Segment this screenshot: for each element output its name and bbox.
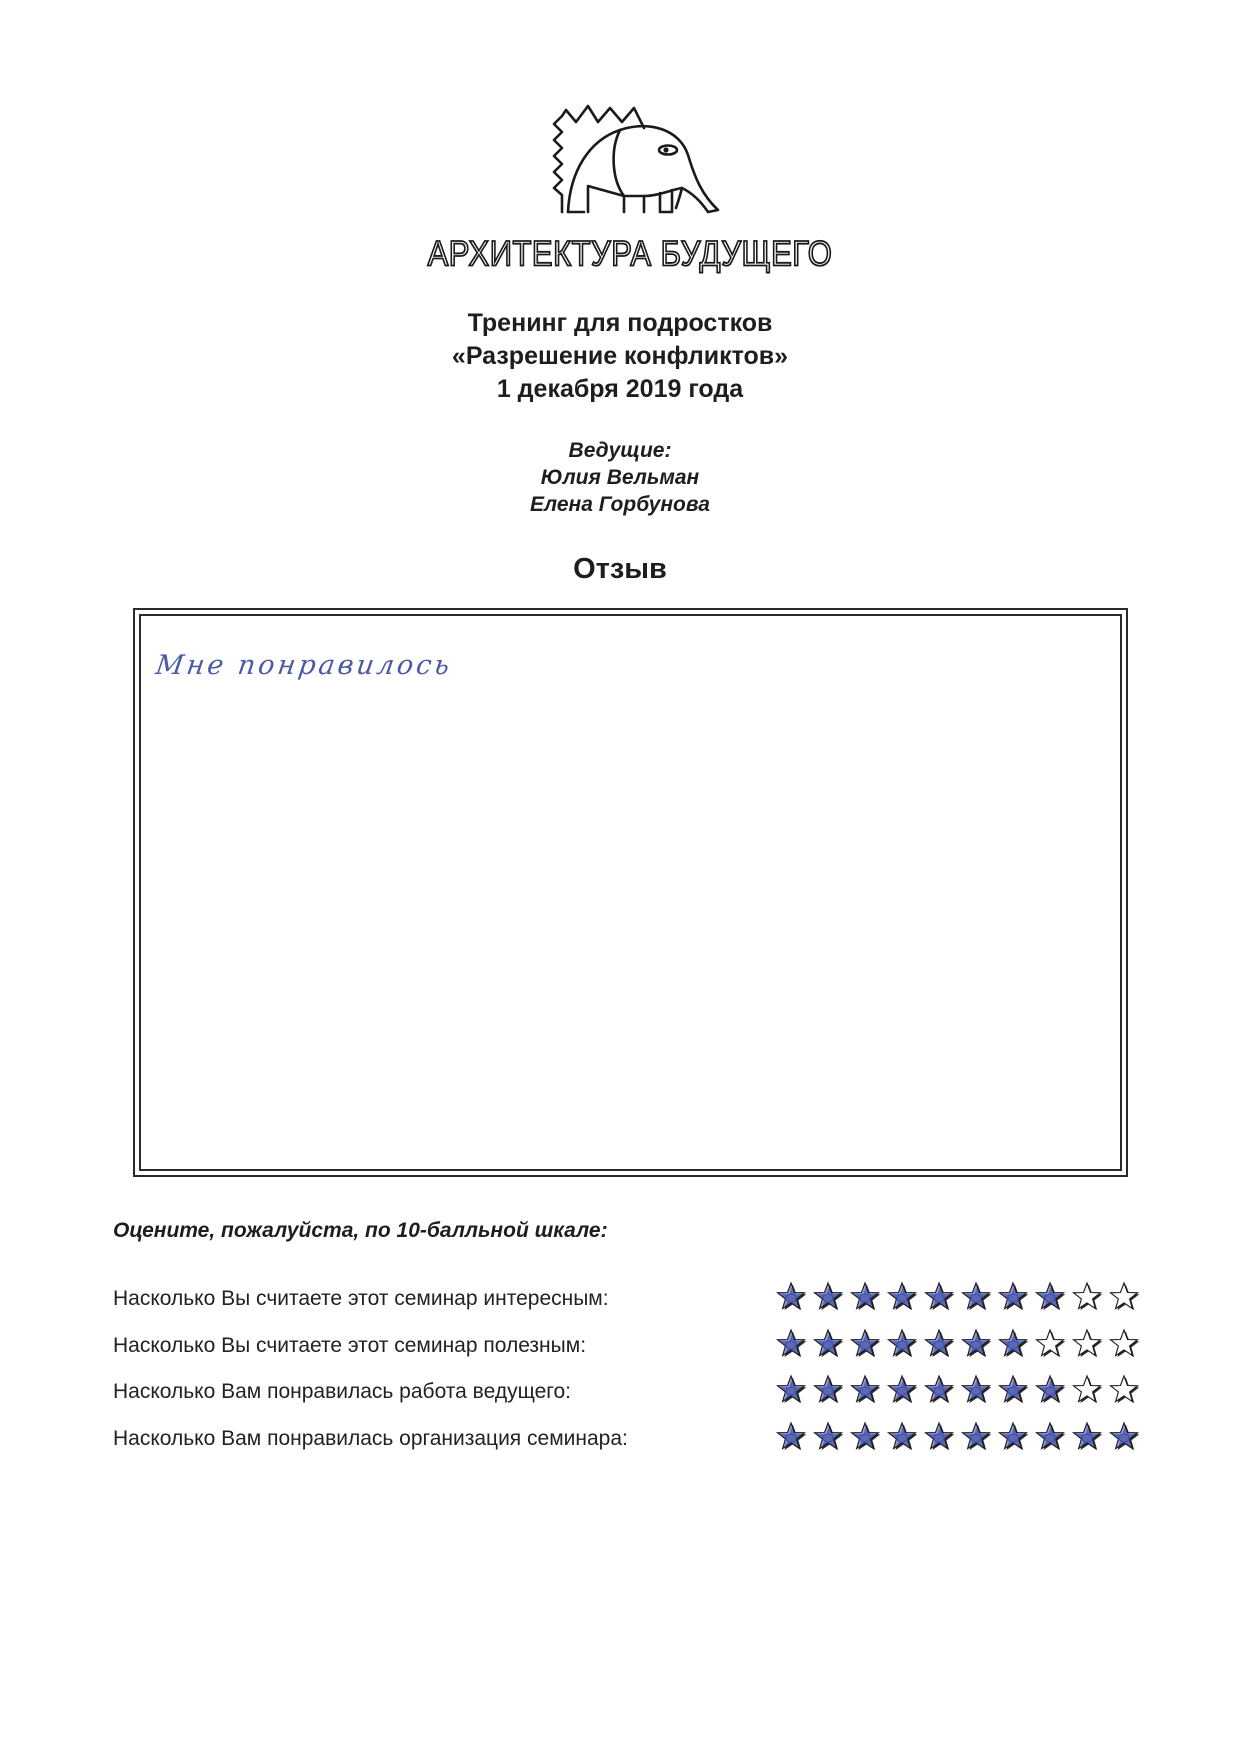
- star-marked-icon[interactable]: [850, 1328, 880, 1358]
- star-marked-icon[interactable]: [813, 1328, 843, 1358]
- star-marked-icon[interactable]: [887, 1281, 917, 1311]
- title-line-1: Тренинг для подростков: [467, 309, 773, 337]
- rating-prompt: Оцените, пожалуйста, по 10-балльной шкале:: [113, 1219, 608, 1242]
- star-empty-icon[interactable]: [1109, 1281, 1139, 1311]
- star-marked-icon[interactable]: [1109, 1421, 1139, 1451]
- rating-question: Насколько Вы считаете этот семинар интересным:: [113, 1287, 609, 1310]
- star-marked-icon[interactable]: [776, 1328, 806, 1358]
- review-box[interactable]: [139, 614, 1122, 1171]
- star-marked-icon[interactable]: [961, 1421, 991, 1451]
- star-marked-icon[interactable]: [924, 1374, 954, 1404]
- star-marked-icon[interactable]: [1035, 1281, 1065, 1311]
- rating-question: Насколько Вам понравилась работа ведущего:: [113, 1380, 572, 1403]
- star-marked-icon[interactable]: [1035, 1421, 1065, 1451]
- star-marked-icon[interactable]: [961, 1328, 991, 1358]
- star-marked-icon[interactable]: [998, 1421, 1028, 1451]
- title-line-2: «Разрешение конфликтов»: [451, 342, 789, 370]
- star-marked-icon[interactable]: [961, 1281, 991, 1311]
- star-marked-icon[interactable]: [776, 1281, 806, 1311]
- star-marked-icon[interactable]: [813, 1374, 843, 1404]
- hosts-label: Ведущие:: [568, 439, 672, 462]
- star-rating[interactable]: [776, 1374, 1139, 1408]
- star-rating[interactable]: [776, 1328, 1139, 1362]
- star-marked-icon[interactable]: [1072, 1421, 1102, 1451]
- star-marked-icon[interactable]: [998, 1374, 1028, 1404]
- star-marked-icon[interactable]: [887, 1421, 917, 1451]
- star-marked-icon[interactable]: [776, 1421, 806, 1451]
- star-marked-icon[interactable]: [1035, 1374, 1065, 1404]
- star-empty-icon[interactable]: [1109, 1374, 1139, 1404]
- star-marked-icon[interactable]: [813, 1421, 843, 1451]
- star-marked-icon[interactable]: [887, 1374, 917, 1404]
- logo-wordmark: [427, 232, 833, 274]
- star-marked-icon[interactable]: [961, 1374, 991, 1404]
- star-rating[interactable]: [776, 1281, 1139, 1315]
- star-empty-icon[interactable]: [1072, 1374, 1102, 1404]
- star-empty-icon[interactable]: [1072, 1328, 1102, 1358]
- handwritten-review: Мне понравилось: [153, 650, 455, 681]
- host-name: Елена Горбунова: [530, 493, 710, 516]
- star-marked-icon[interactable]: [924, 1328, 954, 1358]
- star-marked-icon[interactable]: [924, 1281, 954, 1311]
- star-rating[interactable]: [776, 1421, 1139, 1455]
- host-name: Юлия Вельман: [540, 466, 700, 489]
- elephant-logo-icon: [540, 100, 730, 225]
- star-marked-icon[interactable]: [776, 1374, 806, 1404]
- rating-question: Насколько Вы считаете этот семинар полезным:: [113, 1334, 587, 1357]
- star-marked-icon[interactable]: [813, 1281, 843, 1311]
- event-date: 1 декабря 2019 года: [496, 375, 744, 403]
- star-marked-icon[interactable]: [850, 1374, 880, 1404]
- star-marked-icon[interactable]: [850, 1421, 880, 1451]
- review-heading: Отзыв: [573, 553, 667, 585]
- rating-question: Насколько Вам понравилась организация семинара:: [113, 1427, 628, 1450]
- star-empty-icon[interactable]: [1072, 1281, 1102, 1311]
- star-marked-icon[interactable]: [924, 1421, 954, 1451]
- star-marked-icon[interactable]: [998, 1281, 1028, 1311]
- logo-text: АРХИТЕКТУРА БУДУЩЕГО: [427, 234, 833, 274]
- star-marked-icon[interactable]: [887, 1328, 917, 1358]
- star-empty-icon[interactable]: [1035, 1328, 1065, 1358]
- star-marked-icon[interactable]: [998, 1328, 1028, 1358]
- star-empty-icon[interactable]: [1109, 1328, 1139, 1358]
- star-marked-icon[interactable]: [850, 1281, 880, 1311]
